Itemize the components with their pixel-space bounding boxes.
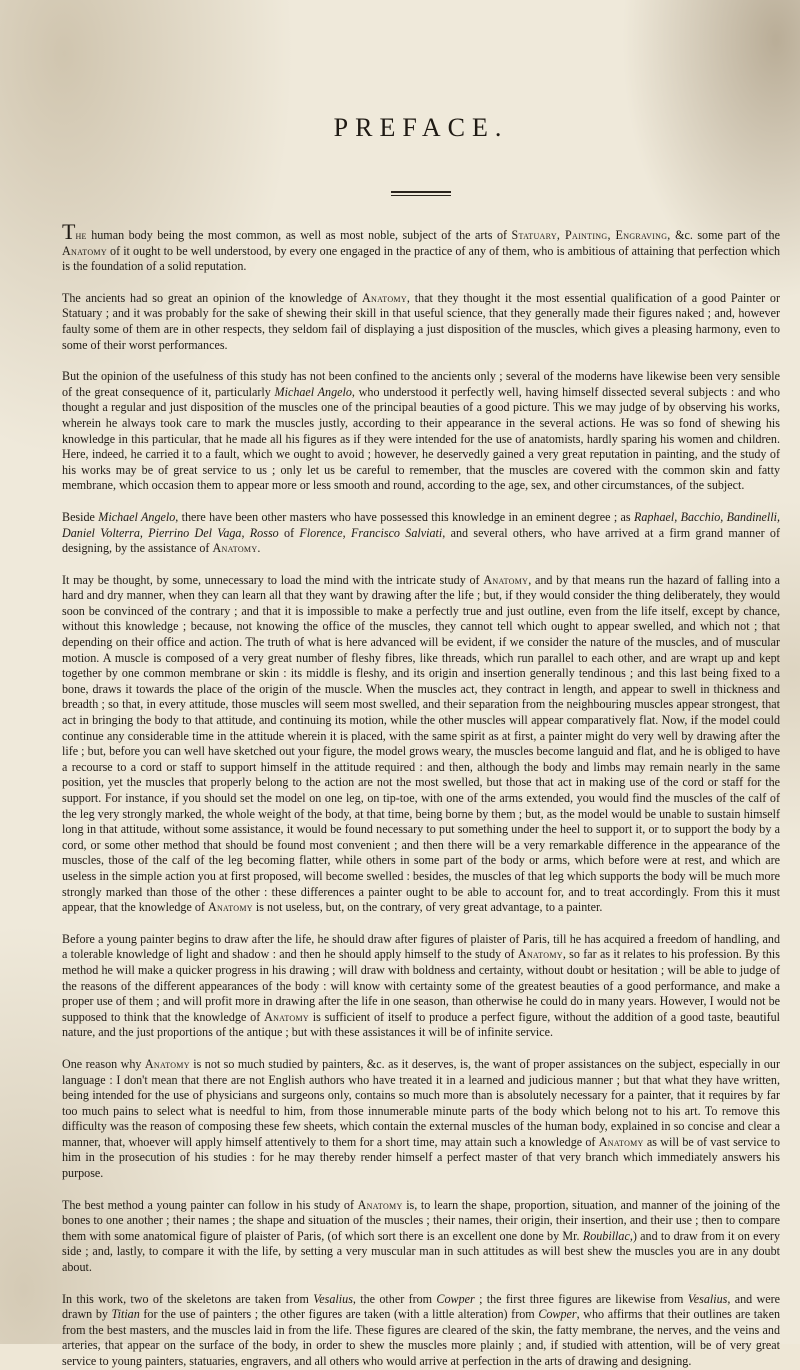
text-run: , who affirms that their outlines are taken from the best masters, and the muscles laid in from the life. These figures are cleared of the skin, the fatty membrane, the nerves, and the veins and arteries, that appear on the surface of the body, in order to shew the muscles more plainly ; and, if studied with attention, will be of very great service to young painters, statuaries, engravers, and all others who would arrive at perfection in the arts of drawing and designing.	[62, 1307, 780, 1368]
paragraph	[62, 1292, 780, 1370]
italic-run: Raphael, Bacchio, Bandinelli, Daniel Volterra, Pierrino Del Vaga, Rosso	[62, 509, 781, 540]
small-caps-run: he	[75, 228, 87, 242]
text-run: is not so much studied by painters, &c. as it deserves, is, the want of proper assistances on the subject, especially in our language : I don't mean that there are not English authors who have treated it in a learned and judicious manner ; but that what they have written, being intended for the use of physicians and surgeons only, contains so much more than is absolutely necessary for a painter, that it requires by far too much pains to select what is needful to him, from those innumerable minute parts of the body which belong not to his art. To remove this difficulty was the reason of composing these few sheets, which contain the external muscles of the human body, explained in so concise and clear a manner, that, whoever will apply himself attentively to them for a short time, may attain such a knowledge of	[62, 1056, 780, 1149]
paragraph	[62, 291, 780, 353]
text-run: , and by that means run the hazard of falling into a hard and dry manner, when they can learn all that they want by drawing after the life ; but, if they would consider the thing deliberately, they would soon be convinced of the contrary ; and that it is impossible to make a perfectly true and just outline, even from the life itself, except by chance, without this knowledge ; because, not knowing the office of the muscles, they cannot tell which ought to appear swelled, and which not ; that depending on their office and action. The truth of what is here advanced will be evident, if we consider the nature of the muscles, and of muscular motion. A muscle is composed of a very great number of fleshy fibres, like threads, which run parallel to each other, and are wrapt up and kept together by one common membrane or skin : its middle is fleshy, and its origin and insertion generally tendinous ; and this last being fixed to a bone, draws it towards the place of the origin of the muscle. When the muscles act, they contract in length, and appear to swell in thickness and breadth ; so that, in every attitude, those muscles will seem most swelled, and their separation from the neighbouring muscles appear strongest, that act in bringing the body to that attitude, and continuing its motion, while the other muscles will appear comparatively flat. Now, if the model could continue any considerable time in the attitude wherein it is placed, with the same spirit as at first, a painter might do very well by drawing after the life ; but, before you can well have sketched out your figure, the model grows weary, the muscles become languid and flat, and he is obliged to have a recourse to a cord or staff to support himself in the attitude required : and then, although the body and limbs may remain nearly in the same position, yet the muscles that properly belong to the action are not the most swelled, but those that act in making use of the cord or staff for the support. For instance, if you should set the model on one leg, on tip-toe, with one of the arms extended, you would find the muscles of the calf of the leg very strongly marked, the whole weight of the body, at that time, being borne by them ; but, as the model would be unable to sustain himself long in that attitude, without some assistance, it would be found necessary to put something under the heel to support it, or to support the body by a cord, or some other method that should be found most convenient ; and then there will be a very remarkable difference in the appearance of the muscles, those of the calf of the leg becoming flatter, while others in some part of the body or arms, which before were at rest, and which are useless in the simple action you at first proposed, will become swelled : besides, the muscles of that leg which supports the body will be much more strongly marked than those of the other : these differences a painter ought to be able to account for, and to treat accordingly. From this it must appear, that the knowledge of	[62, 572, 781, 915]
initial-letter: T	[62, 219, 76, 244]
text-run: The best method a young painter can follow in his study of	[62, 1197, 358, 1212]
small-caps-run: Statuary, Painting, Engraving,	[511, 228, 671, 242]
italic-run: Titian	[111, 1307, 140, 1322]
paragraph	[62, 932, 780, 1041]
text-run: Before a young painter begins to draw after the life, he should draw after figures of plaister of Paris, till he has acquired a freedom of handling, and a tolerable knowledge of light and shadow : and then he should apply himself to the study of	[62, 931, 780, 962]
text-run: It may be thought, by some, unnecessary to load the mind with the intricate study of	[62, 572, 484, 587]
text-run: , there have been other masters who have possessed this knowledge in an eminent degree ; as	[175, 509, 634, 524]
text-run: But the opinion of the usefulness of this study has not been confined to the ancients only ; several of the moderns have likewise been very sensible of the great consequence of it, particularly	[62, 369, 780, 399]
small-caps-run: Anatomy	[517, 947, 563, 962]
italic-run: Roubillac,	[582, 1228, 633, 1243]
italic-run: Florence, Francisco Salviati	[299, 525, 443, 540]
text-run: In this work, two of the skeletons are taken from	[62, 1291, 314, 1306]
page-title: PREFACE.	[333, 113, 509, 142]
text-run: The ancients had so great an opinion of the knowledge of	[62, 290, 362, 305]
rule-line-thick	[391, 191, 451, 193]
text-run: is sufficient of itself to produce a perfect figure, without the addition of a good taste, beautiful nature, and the just proportions of the antique ; but with these assistances it will be of infinite service.	[62, 1009, 781, 1040]
small-caps-run: Anatomy	[62, 243, 107, 258]
italic-run: Michael Angelo	[98, 509, 176, 524]
italic-run: Vesalius	[687, 1291, 728, 1306]
paragraph	[62, 369, 780, 494]
text-run: human body being the most common, as well as most noble, subject of the arts of	[86, 228, 512, 242]
text-run: of	[278, 525, 300, 540]
italic-run: Cowper	[436, 1291, 475, 1306]
text-run: .	[257, 541, 261, 556]
text-run: , and were drawn by	[62, 1291, 781, 1322]
text-run: , who understood it perfectly well, having himself dissected several subjects : and who thought a regular and just disposition of the muscles one of the principal beauties of a good picture. This we may judge of by observing his works, wherein he always took care to mark the muscles justly, according to their appearance in the several actions. He was so fond of shewing his knowledge in this particular, that he made all his figures as if they were intended for the use of anatomists, hardly sparing his women and children. Here, indeed, he carried it to a fault, which we ought to avoid ; however, he deservedly gained a very great reputation in painting, and the study of his works may be of great service to us ; only let us be careful to remember, that the muscles are covered with the common skin and fatty membrane, which occasion them to appear more or less smooth and round, according to the age, sex, and other circumstances, of the subject.	[62, 384, 780, 493]
text-run: , so far as it relates to his profession. By this method he will make a quicker progress in his drawing ; will draw with boldness and certainty, without doubt or hesitation ; will be able to judge of the reasons of the different appearances of the body : will know with certainty some of the greatest beauties of a good performance, and make a proper use of them ; and will profit more in drawing after the life in one season, than otherwise he could do in many years. However, I would not be supposed to think that the knowledge of	[62, 947, 780, 1024]
text-run: , that they thought it the most essential qualification of a good Painter or Statuary ; and it was probably for the sake of shewing their skill in that useful science, that they generally made their figures naked ; and, however faulty some of them are in other respects, they seldom fail of displaying a just disposition of the muscles, which gives a pleasing harmony, even to some of their worst performances.	[62, 290, 780, 352]
small-caps-run: Anatomy	[264, 1009, 309, 1024]
title-rule	[391, 191, 451, 196]
small-caps-run: Anatomy	[357, 1197, 403, 1212]
text-run: as will be of vast service to him in the prosecution of his studies : for he may thereby render himself a perfect master of that very branch which immediately answers his purpose.	[62, 1134, 780, 1181]
text-run: is, to learn the shape, proportion, situation, and manner of the joining of the bones to one another ; their names ; the shape and situation of the muscles ; their names, their origin, their insertion, and their use ; then to compare them with some anatomical figure of plaister of Paris, (of which sort there is an excellent one done by Mr.	[62, 1197, 780, 1243]
small-caps-run: Anatomy	[598, 1134, 644, 1149]
preface-body	[62, 219, 781, 1370]
paragraph	[62, 1057, 780, 1182]
text-run: of it ought to be well understood, by every one engaged in the practice of any of them, who is ambitious of attaining that perfection which is the foundation of a solid reputation.	[62, 243, 780, 274]
text-run: is not useless, but, on the contrary, of very great advantage, to a painter.	[252, 900, 603, 915]
text-run: , the other from	[352, 1291, 437, 1306]
small-caps-run: Anatomy	[483, 572, 529, 587]
small-caps-run: Anatomy	[212, 541, 258, 556]
text-run: , and several others, who have arrived at a firm grand manner of designing, by the assistance of	[62, 525, 781, 556]
small-caps-run: Anatomy	[144, 1056, 190, 1071]
small-caps-run: Anatomy	[361, 290, 407, 305]
paragraph	[62, 573, 780, 916]
rule-line-thin	[391, 195, 451, 196]
paragraph	[62, 219, 780, 275]
italic-run: Vesalius	[313, 1291, 353, 1306]
text-run: One reason why	[62, 1056, 145, 1071]
italic-run: Michael Angelo	[274, 384, 352, 399]
text-run: for the use of painters ; the other figures are taken (with a little alteration) from	[139, 1307, 539, 1322]
paragraph	[62, 1198, 780, 1276]
italic-run: Cowper	[538, 1307, 577, 1322]
small-caps-run: Anatomy	[207, 900, 253, 915]
text-run: ) and to draw from it on every side ; and, lastly, to compare it with the life, by setting a very muscular man in such attitudes as will best shew the muscles you are in any doubt about.	[62, 1228, 781, 1275]
text-run: ; the first three figures are likewise from	[474, 1291, 688, 1306]
paragraph	[62, 510, 780, 557]
text-run: &c. some part of the	[670, 228, 780, 242]
text-run: Beside	[62, 509, 99, 524]
